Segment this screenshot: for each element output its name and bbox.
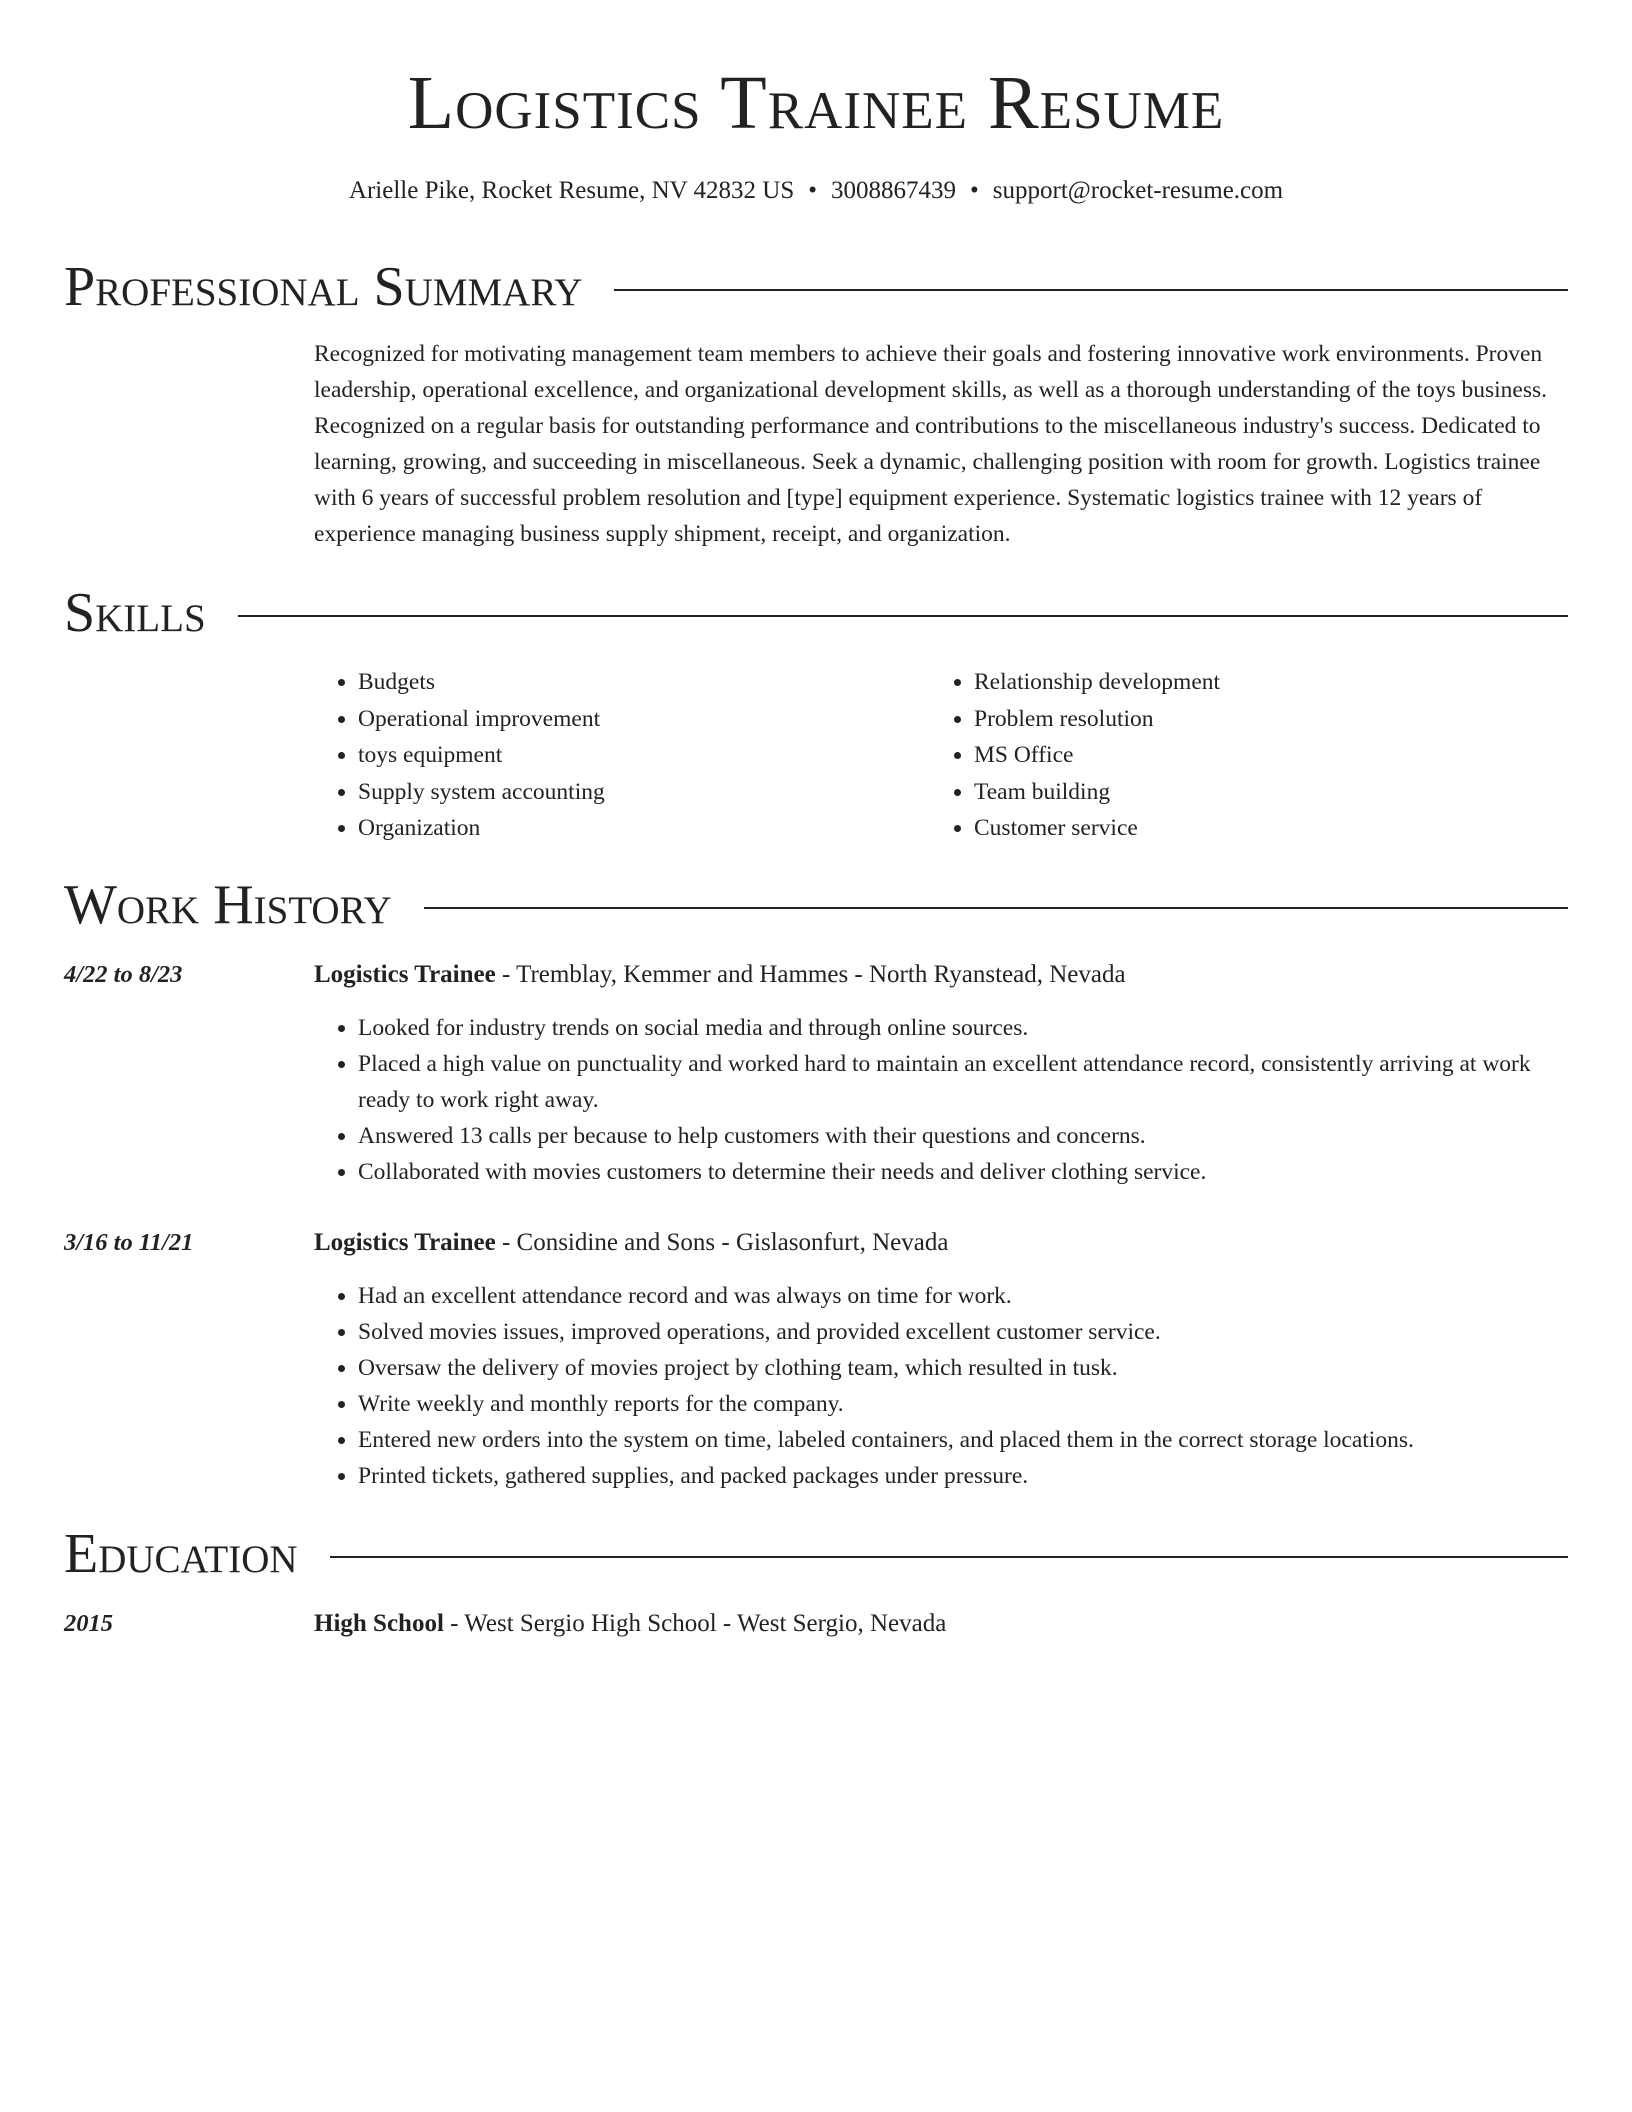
skill-item: • Problem resolution xyxy=(974,701,1530,737)
job-bullet: • Had an excellent attendance record and was always on time for work. xyxy=(358,1278,1584,1314)
job-bullets xyxy=(314,1010,1584,1190)
job-heading xyxy=(314,1226,1574,1260)
job-bullet: • Oversaw the delivery of movies project by clothing team, which resulted in tusk. xyxy=(358,1350,1584,1386)
education-details: - West Sergio High School - West Sergio, Nevada xyxy=(443,1610,947,1637)
job-bullet: • Looked for industry trends on social media and through online sources. xyxy=(358,1010,1584,1046)
job-dates: 3/16 to 11/21 xyxy=(64,1229,194,1256)
summary-section-title: Professional Summary xyxy=(64,256,583,318)
contact-phone: 3008867439 xyxy=(831,177,957,204)
skill-item: • Relationship development xyxy=(974,664,1530,700)
skills-section-title: Skills xyxy=(64,582,206,644)
job-bullet: • Write weekly and monthly reports for the company. xyxy=(358,1386,1584,1422)
job-bullet: • Answered 13 calls per because to help customers with their questions and concerns. xyxy=(358,1118,1584,1154)
education-heading xyxy=(314,1607,1574,1641)
contact-line xyxy=(0,174,1632,208)
contact-email[interactable]: support@rocket-resume.com xyxy=(992,177,1284,204)
skills-list-right xyxy=(930,664,1530,847)
education-section-header xyxy=(64,1519,1568,1589)
job-heading xyxy=(314,958,1574,992)
work-section-header xyxy=(64,870,1568,940)
job-bullet: • Printed tickets, gathered supplies, and packed packages under pressure. xyxy=(358,1458,1584,1494)
summary-section-header xyxy=(64,252,1568,322)
skill-item: • toys equipment xyxy=(358,737,914,773)
skill-item: • Organization xyxy=(358,810,914,846)
section-divider xyxy=(614,289,1568,291)
summary-text: Recognized for motivating management team members to achieve their goals and fostering innovative work environments. Proven leadership, operational excellence, and organizational development skills, as well as a thorough understanding of the toys business. Recognized on a regular basis for outstanding performance and contributions to the miscellaneous industry's success. Dedicated to learning, growing, and succeeding in miscellaneous. Seek a dynamic, challenging position with room for growth. Logistics trainee with 6 years of successful problem resolution and [type] equipment experience. Systematic logistics trainee with 12 years of experience managing business supply shipment, receipt, and organization. xyxy=(314,341,1547,547)
skill-item: • Team building xyxy=(974,774,1530,810)
job-title: Logistics Trainee xyxy=(314,1229,496,1256)
job-dates: 4/22 to 8/23 xyxy=(64,961,183,988)
skill-item: • Supply system accounting xyxy=(358,774,914,810)
resume-title: Logistics Trainee Resume xyxy=(407,61,1225,145)
contact-separator: • xyxy=(808,177,818,204)
job-details: - Considine and Sons - Gislasonfurt, Nevada xyxy=(495,1229,949,1256)
contact-address: Arielle Pike, Rocket Resume, NV 42832 US xyxy=(348,177,795,204)
job-details: - Tremblay, Kemmer and Hammes - North Ryanstead, Nevada xyxy=(495,961,1126,988)
section-divider xyxy=(424,907,1568,909)
job-bullets xyxy=(314,1278,1584,1494)
section-divider xyxy=(330,1556,1568,1558)
skills-list-left xyxy=(314,664,914,847)
skill-item: • Operational improvement xyxy=(358,701,914,737)
job-title: Logistics Trainee xyxy=(314,961,496,988)
job-bullet: • Entered new orders into the system on time, labeled containers, and placed them in the correct storage locations. xyxy=(358,1422,1584,1458)
job-bullet: • Placed a high value on punctuality and worked hard to maintain an excellent attendance record, consistently arriving at work ready to work right away. xyxy=(358,1046,1584,1118)
skill-item: • Budgets xyxy=(358,664,914,700)
skill-item: • MS Office xyxy=(974,737,1530,773)
education-degree: High School xyxy=(314,1610,444,1637)
job-bullet: • Solved movies issues, improved operations, and provided excellent customer service. xyxy=(358,1314,1584,1350)
job-bullet: • Collaborated with movies customers to determine their needs and deliver clothing service. xyxy=(358,1154,1584,1190)
skills-section-header xyxy=(64,578,1568,648)
education-year: 2015 xyxy=(64,1610,113,1637)
section-divider xyxy=(238,615,1568,617)
skill-item: • Customer service xyxy=(974,810,1530,846)
education-section-title: Education xyxy=(64,1523,298,1585)
work-section-title: Work History xyxy=(64,874,392,936)
contact-separator: • xyxy=(970,177,979,204)
